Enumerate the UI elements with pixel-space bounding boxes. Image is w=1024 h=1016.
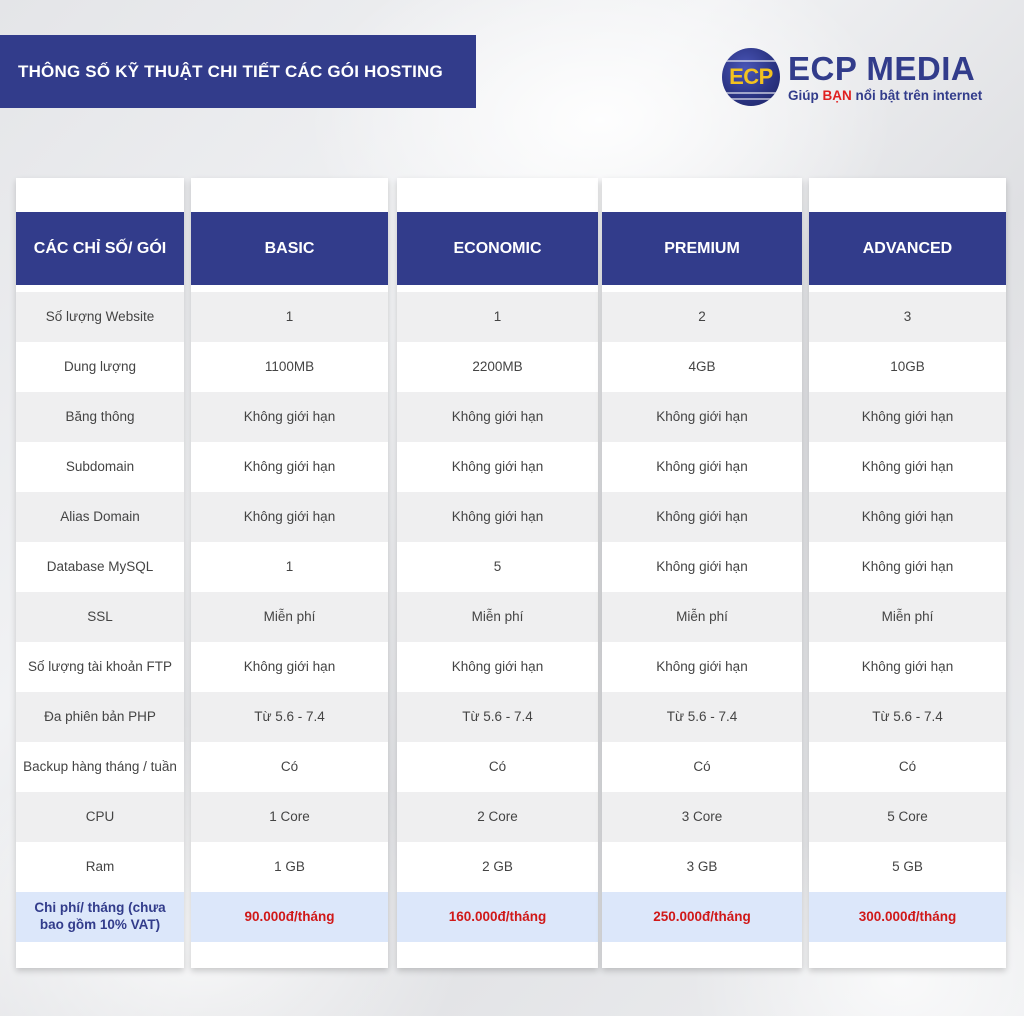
table-cell: 1: [191, 292, 388, 342]
table-cell: 2200MB: [472, 358, 523, 374]
brand-name: ECP MEDIA: [788, 50, 976, 87]
table-cell: Từ 5.6 - 7.4: [191, 692, 388, 742]
row-label: Băng thông: [16, 392, 184, 442]
table-cell: 3: [809, 292, 1006, 342]
plan-header: ADVANCED: [809, 212, 1006, 285]
row-label: Số lượng Website: [16, 292, 184, 342]
table-cell: Không giới hạn: [451, 458, 544, 474]
table-cell: Không giới hạn: [397, 392, 598, 442]
table-cell: Từ 5.6 - 7.4: [809, 692, 1006, 742]
price-cell: 250.000đ/tháng: [602, 892, 802, 942]
table-cell: Không giới hạn: [451, 658, 544, 674]
table-cell: 1100MB: [264, 358, 315, 374]
table-cell: Không giới hạn: [656, 458, 748, 474]
table-cell: 1: [285, 558, 294, 574]
price-row-label: Chi phí/ tháng (chưa bao gồm 10% VAT): [16, 892, 184, 942]
plan-column-4: [809, 178, 1006, 968]
table-cell: Không giới hạn: [861, 558, 954, 574]
row-label: Subdomain: [65, 458, 135, 474]
table-cell: Có: [488, 758, 507, 774]
table-cell: Miễn phí: [191, 592, 388, 642]
table-cell: Không giới hạn: [602, 392, 802, 442]
ecp-logo-icon: [722, 48, 780, 106]
plan-column-3: [602, 178, 802, 968]
table-cell: Miễn phí: [809, 592, 1006, 642]
table-cell: Không giới hạn: [243, 658, 336, 674]
table-cell: Từ 5.6 - 7.4: [602, 692, 802, 742]
table-cell: 5 GB: [892, 858, 923, 874]
table-cell: Không giới hạn: [191, 492, 388, 542]
table-cell: Không giới hạn: [656, 658, 748, 674]
plan-header: BASIC: [191, 212, 388, 285]
table-cell: Có: [898, 758, 917, 774]
table-cell: Không giới hạn: [656, 558, 748, 574]
table-cell: 5 Core: [809, 792, 1006, 842]
brand-tagline: Giúp BẠN nổi bật trên internet: [788, 88, 983, 103]
table-cell: 10GB: [890, 358, 925, 374]
row-label: Dung lượng: [64, 358, 136, 374]
table-cell: 2: [602, 292, 802, 342]
table-cell: Có: [693, 758, 711, 774]
row-label: Số lượng tài khoản FTP: [28, 658, 172, 674]
row-label: Đa phiên bản PHP: [16, 692, 184, 742]
table-cell: Không giới hạn: [809, 492, 1006, 542]
table-cell: Từ 5.6 - 7.4: [397, 692, 598, 742]
table-cell: Không giới hạn: [861, 658, 954, 674]
table-cell: 3 Core: [602, 792, 802, 842]
row-label: Ram: [85, 858, 115, 874]
table-cell: Không giới hạn: [191, 392, 388, 442]
row-label: Alias Domain: [16, 492, 184, 542]
brand-logo: [722, 46, 1012, 110]
table-cell: 5: [493, 558, 502, 574]
page-title: THÔNG SỐ KỸ THUẬT CHI TIẾT CÁC GÓI HOSTING: [0, 35, 476, 108]
table-cell: Không giới hạn: [243, 458, 336, 474]
table-cell: Có: [280, 758, 299, 774]
table-cell: 2 GB: [482, 858, 513, 874]
table-cell: Không giới hạn: [809, 392, 1006, 442]
table-cell: Miễn phí: [397, 592, 598, 642]
price-cell: 160.000đ/tháng: [397, 892, 598, 942]
table-cell: 1: [397, 292, 598, 342]
plan-column-1: [191, 178, 388, 968]
table-cell: 3 GB: [686, 858, 718, 874]
label-column-header: CÁC CHỈ SỐ/ GÓI: [16, 212, 184, 285]
table-cell: 1 Core: [191, 792, 388, 842]
row-label: CPU: [16, 792, 184, 842]
table-cell: Không giới hạn: [602, 492, 802, 542]
table-cell: 4GB: [688, 358, 716, 374]
table-cell: Không giới hạn: [397, 492, 598, 542]
row-label: Database MySQL: [46, 558, 154, 574]
row-label: SSL: [16, 592, 184, 642]
table-cell: Không giới hạn: [861, 458, 954, 474]
price-cell: 90.000đ/tháng: [191, 892, 388, 942]
table-cell: Miễn phí: [602, 592, 802, 642]
logo-mark: ECP: [729, 64, 773, 89]
label-column: [16, 178, 184, 968]
table-cell: 1 GB: [274, 858, 305, 874]
price-cell: 300.000đ/tháng: [809, 892, 1006, 942]
table-cell: 2 Core: [397, 792, 598, 842]
plan-header: ECONOMIC: [397, 212, 598, 285]
plan-column-2: [397, 178, 598, 968]
row-label: Backup hàng tháng / tuần: [23, 758, 177, 774]
plan-header: PREMIUM: [602, 212, 802, 285]
